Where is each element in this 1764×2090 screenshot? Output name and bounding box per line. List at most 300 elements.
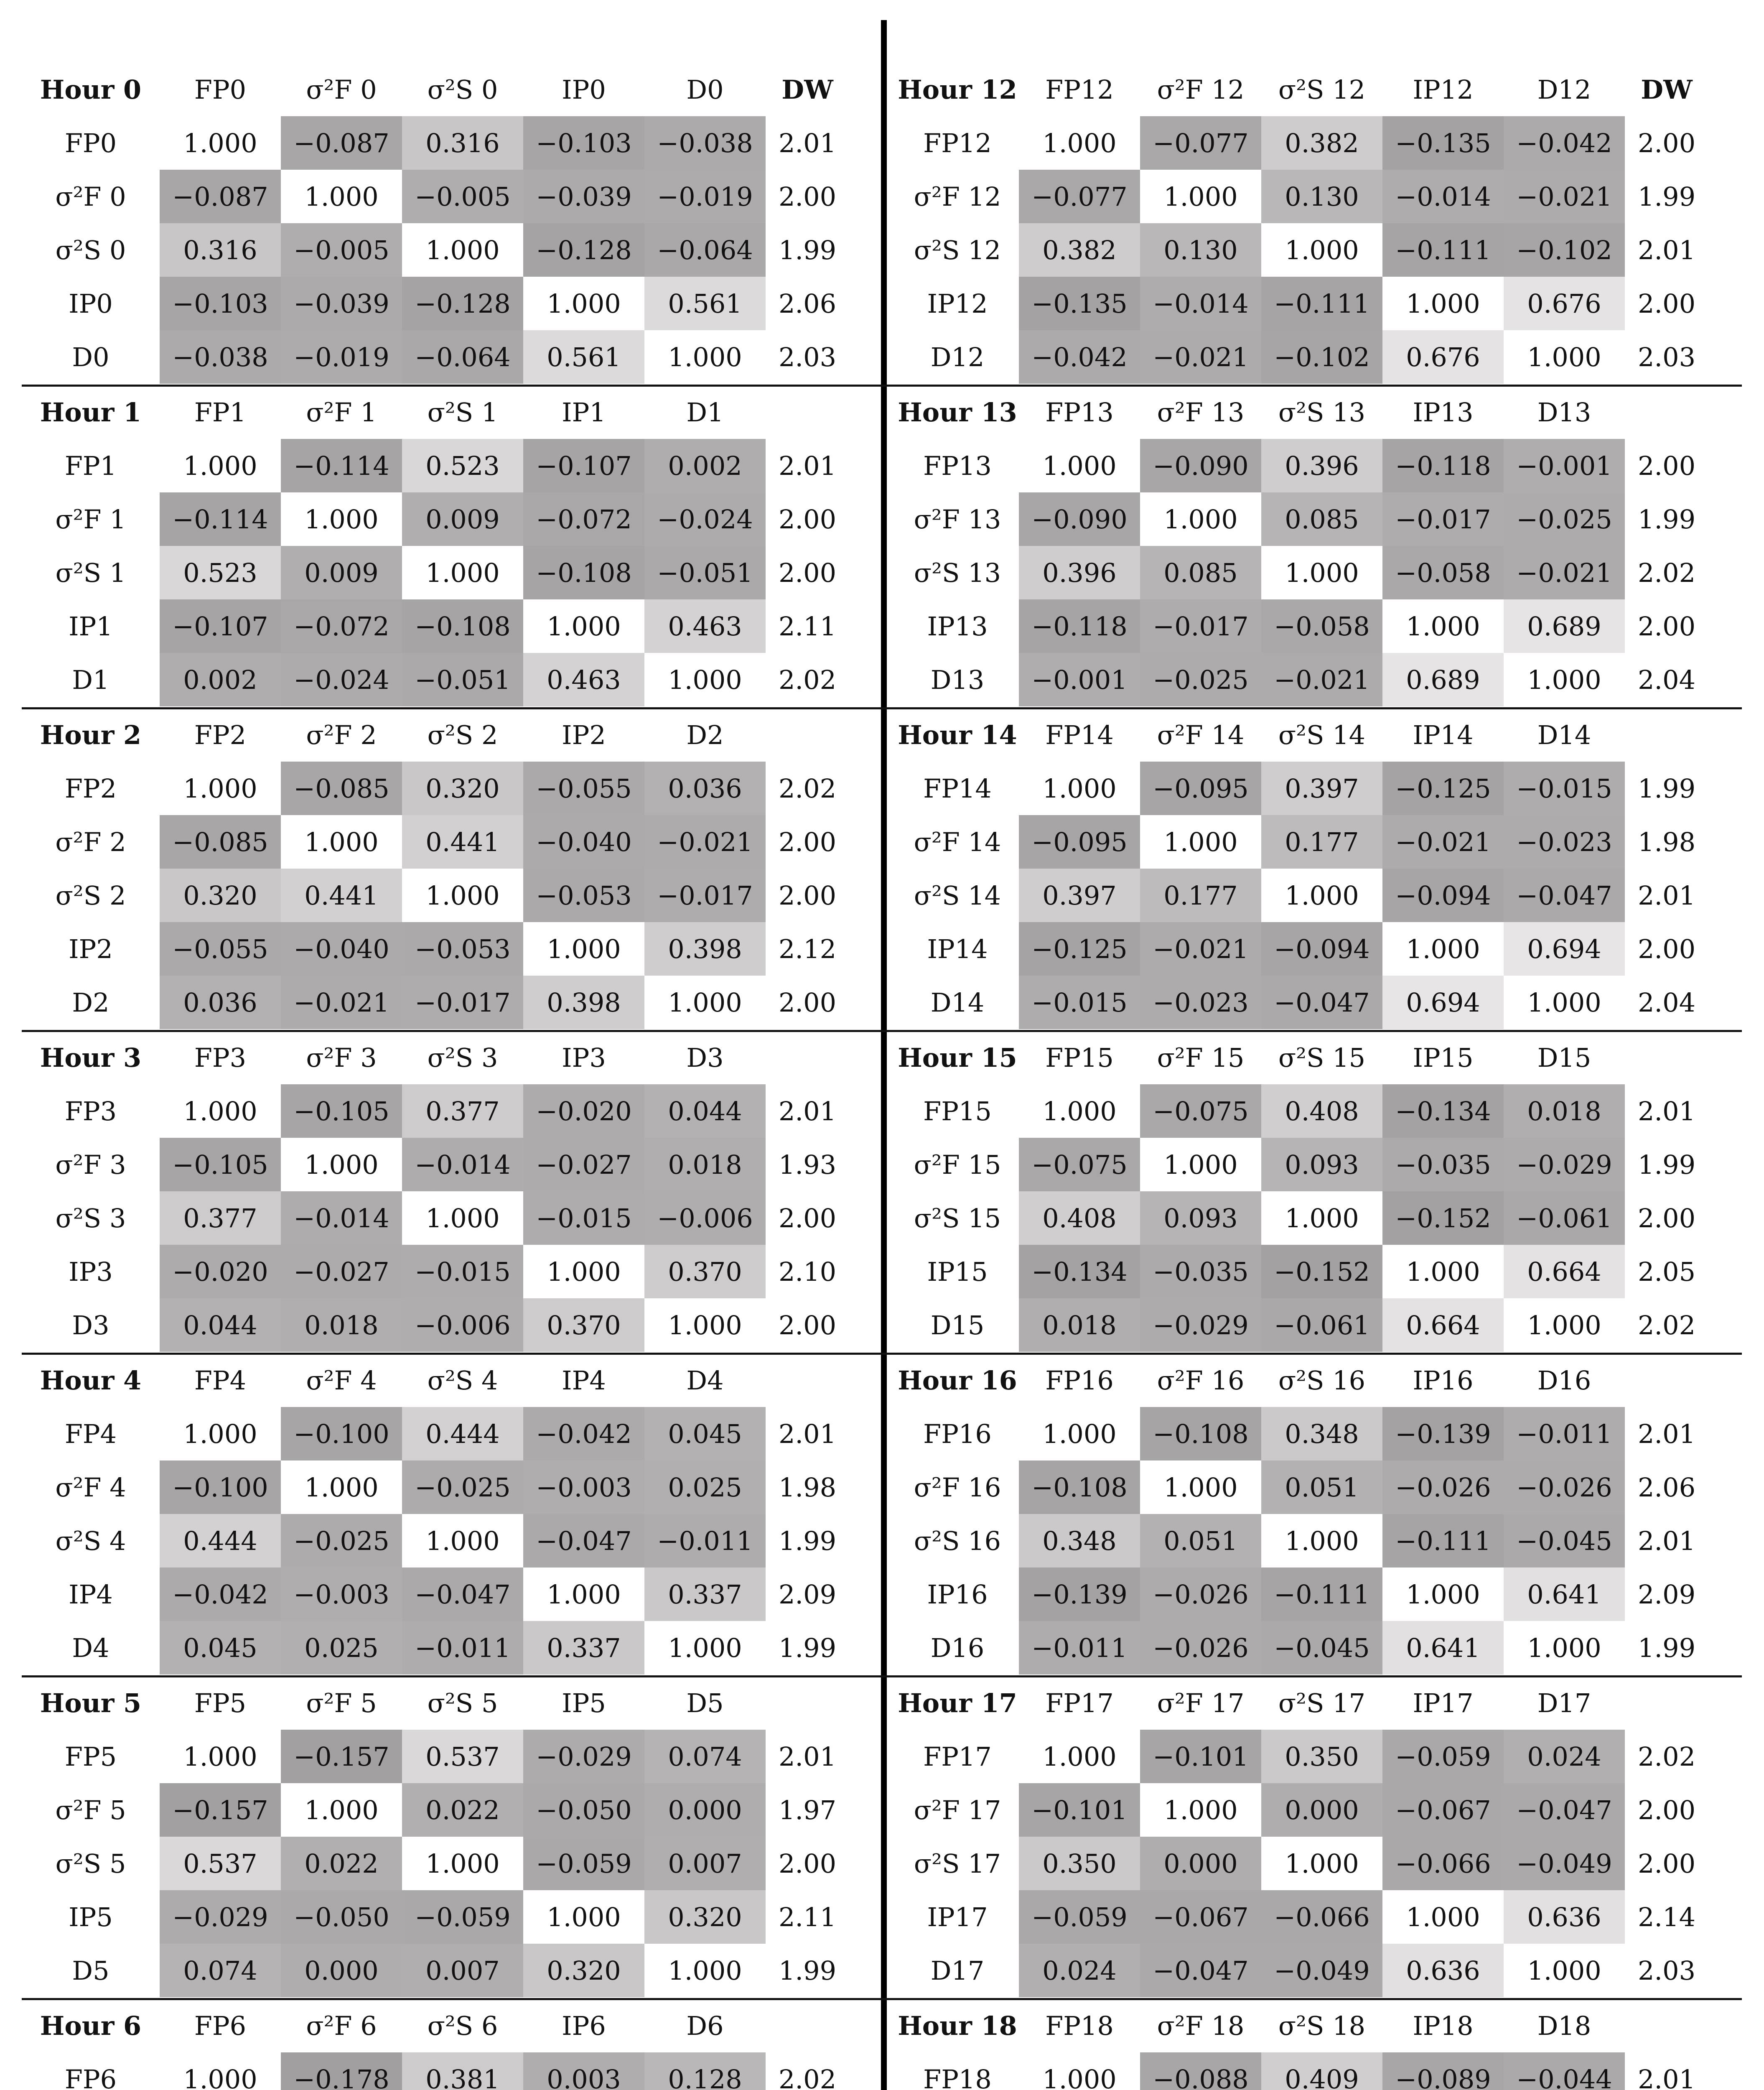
correlation-cell: −0.040: [281, 922, 402, 976]
correlation-cell: 1.000: [1140, 1138, 1261, 1191]
correlation-cell: −0.026: [1140, 1621, 1261, 1675]
correlation-cell: 0.007: [402, 1944, 523, 1997]
correlation-cell: 0.561: [523, 330, 644, 384]
correlation-cell: 0.377: [160, 1191, 281, 1245]
correlation-cell: −0.038: [644, 116, 766, 170]
dw-value: 2.01: [778, 1418, 837, 1449]
correlation-cell: −0.035: [1140, 1245, 1261, 1298]
dw-value: 2.00: [1637, 1848, 1696, 1879]
table-row: [22, 170, 891, 223]
column-header: σ²S 1: [427, 397, 498, 428]
correlation-cell: −0.066: [1382, 1837, 1504, 1890]
dw-value: 2.11: [778, 1901, 837, 1932]
correlation-cell: 1.000: [523, 1568, 644, 1621]
row-label: IP15: [927, 1256, 988, 1287]
hour-block: [22, 1031, 891, 1352]
correlation-cell: −0.023: [1504, 815, 1625, 869]
correlation-cell: 0.463: [644, 599, 766, 653]
correlation-cell: −0.015: [523, 1191, 644, 1245]
correlation-cell: −0.061: [1261, 1298, 1382, 1352]
correlation-cell: 1.000: [1382, 922, 1504, 976]
row-label: D0: [72, 342, 109, 372]
correlation-cell: −0.059: [1382, 1730, 1504, 1783]
correlation-cell: −0.021: [1382, 815, 1504, 869]
correlation-cell: −0.085: [160, 815, 281, 869]
table-row: [22, 1944, 891, 1997]
table-row: [881, 815, 1742, 869]
correlation-cell: −0.111: [1382, 223, 1504, 277]
correlation-cell: 0.441: [281, 869, 402, 922]
column-header: FP4: [194, 1365, 247, 1396]
correlation-cell: −0.114: [160, 492, 281, 546]
correlation-cell: −0.029: [523, 1730, 644, 1783]
correlation-cell: −0.100: [160, 1460, 281, 1514]
block-separator: [881, 1030, 1742, 1032]
column-header: FP2: [194, 719, 247, 750]
hour-block: [881, 708, 1742, 1029]
header-row: [881, 385, 1742, 439]
dw-value: 2.01: [1637, 1525, 1696, 1556]
correlation-cell: −0.094: [1382, 869, 1504, 922]
correlation-cell: 1.000: [1019, 2052, 1140, 2090]
row-label: D5: [72, 1955, 109, 1986]
correlation-cell: 0.694: [1382, 976, 1504, 1029]
hour-title: Hour 17: [898, 1687, 1017, 1718]
row-label: σ²S 13: [914, 557, 1001, 588]
column-header: σ²S 17: [1278, 1687, 1366, 1718]
correlation-cell: −0.102: [1504, 223, 1625, 277]
hour-block: [881, 1353, 1742, 1675]
correlation-cell: −0.017: [1382, 492, 1504, 546]
correlation-cell: 1.000: [1261, 1514, 1382, 1568]
table-row: [881, 277, 1742, 330]
correlation-cell: −0.051: [644, 546, 766, 599]
row-label: IP3: [69, 1256, 113, 1287]
correlation-cell: 1.000: [160, 1084, 281, 1138]
row-label: FP15: [923, 1096, 992, 1127]
hour-title: Hour 12: [898, 74, 1017, 105]
dw-value: 2.00: [1637, 933, 1696, 964]
table-row: [22, 1245, 891, 1298]
table-row: [22, 922, 891, 976]
table-row: [22, 1890, 891, 1944]
correlation-cell: 1.000: [1382, 1245, 1504, 1298]
header-row: [22, 1999, 891, 2052]
table-row: [881, 1407, 1742, 1460]
correlation-cell: −0.139: [1019, 1568, 1140, 1621]
dw-value: 2.01: [778, 127, 837, 158]
left-table-column: [22, 0, 891, 2090]
column-header: D5: [686, 1687, 724, 1718]
table-row: [881, 653, 1742, 706]
correlation-cell: −0.107: [523, 439, 644, 492]
correlation-cell: 0.676: [1504, 277, 1625, 330]
dw-value: 1.99: [1637, 773, 1696, 804]
correlation-cell: −0.045: [1504, 1514, 1625, 1568]
correlation-cell: −0.105: [281, 1084, 402, 1138]
column-header: σ²F 6: [306, 2010, 377, 2041]
column-header: σ²S 5: [427, 1687, 498, 1718]
dw-value: 2.02: [1637, 1741, 1696, 1772]
correlation-cell: 0.177: [1140, 869, 1261, 922]
dw-value: 2.02: [778, 2064, 837, 2090]
correlation-cell: 1.000: [402, 223, 523, 277]
correlation-cell: 0.000: [281, 1944, 402, 1997]
hour-block: [881, 1999, 1742, 2090]
hour-title: Hour 15: [898, 1042, 1017, 1073]
column-header: IP2: [562, 719, 606, 750]
correlation-cell: 0.025: [644, 1460, 766, 1514]
correlation-cell: −0.014: [1140, 277, 1261, 330]
correlation-cell: 0.024: [1504, 1730, 1625, 1783]
row-label: D2: [72, 987, 109, 1018]
correlation-cell: −0.128: [523, 223, 644, 277]
dw-value: 2.00: [1637, 450, 1696, 481]
row-label: σ²S 2: [55, 880, 126, 911]
correlation-cell: 0.085: [1140, 546, 1261, 599]
correlation-cell: −0.108: [1140, 1407, 1261, 1460]
column-header: D6: [686, 2010, 724, 2041]
row-label: σ²F 17: [914, 1794, 1001, 1825]
column-header: FP13: [1045, 397, 1114, 428]
correlation-cell: 1.000: [1261, 546, 1382, 599]
correlation-cell: 0.689: [1504, 599, 1625, 653]
correlation-cell: 0.337: [644, 1568, 766, 1621]
correlation-cell: −0.085: [281, 762, 402, 815]
table-row: [22, 1084, 891, 1138]
table-row: [22, 869, 891, 922]
correlation-cell: −0.072: [523, 492, 644, 546]
table-row: [22, 439, 891, 492]
row-label: FP17: [923, 1741, 992, 1772]
block-separator: [22, 707, 891, 709]
row-label: FP6: [64, 2064, 117, 2090]
correlation-cell: −0.108: [523, 546, 644, 599]
dw-value: 1.99: [1637, 504, 1696, 535]
correlation-cell: 1.000: [1019, 439, 1140, 492]
table-row: [881, 1621, 1742, 1675]
correlation-cell: −0.044: [1504, 2052, 1625, 2090]
column-header: σ²S 16: [1278, 1365, 1366, 1396]
header-row: [22, 708, 891, 762]
column-header: D0: [686, 74, 724, 105]
correlation-cell: 0.377: [402, 1084, 523, 1138]
row-label: FP0: [64, 127, 117, 158]
column-header: FP5: [194, 1687, 247, 1718]
dw-value: 1.99: [778, 1632, 837, 1663]
column-header: σ²S 15: [1278, 1042, 1366, 1073]
hour-title: Hour 5: [40, 1687, 142, 1718]
row-label: D3: [72, 1310, 109, 1341]
correlation-cell: 1.000: [402, 1514, 523, 1568]
table-row: [22, 1138, 891, 1191]
correlation-cell: 0.093: [1261, 1138, 1382, 1191]
correlation-cell: −0.125: [1019, 922, 1140, 976]
dw-value: 2.03: [1637, 1955, 1696, 1986]
table-row: [22, 599, 891, 653]
dw-value: 2.06: [1637, 1472, 1696, 1503]
correlation-cell: −0.077: [1140, 116, 1261, 170]
row-label: D17: [930, 1955, 985, 1986]
column-header: IP15: [1413, 1042, 1474, 1073]
correlation-cell: −0.015: [1019, 976, 1140, 1029]
dw-value: 2.10: [778, 1256, 837, 1287]
row-label: FP14: [923, 773, 992, 804]
table-row: [881, 546, 1742, 599]
correlation-cell: 1.000: [1504, 653, 1625, 706]
correlation-cell: 0.348: [1261, 1407, 1382, 1460]
column-header: σ²S 2: [427, 719, 498, 750]
column-header: IP12: [1413, 74, 1474, 105]
correlation-cell: 0.396: [1261, 439, 1382, 492]
correlation-cell: −0.021: [644, 815, 766, 869]
dw-header: [766, 1999, 849, 2052]
correlation-cell: 0.444: [160, 1514, 281, 1568]
correlation-cell: 1.000: [1382, 277, 1504, 330]
correlation-cell: 0.074: [160, 1944, 281, 1997]
correlation-cell: 1.000: [1140, 1460, 1261, 1514]
table-row: [881, 116, 1742, 170]
correlation-cell: 0.641: [1504, 1568, 1625, 1621]
table-row: [22, 976, 891, 1029]
hour-title: Hour 4: [40, 1365, 142, 1396]
correlation-cell: −0.049: [1261, 1944, 1382, 1997]
row-label: IP12: [927, 288, 988, 319]
correlation-cell: 0.003: [523, 2052, 644, 2090]
correlation-cell: −0.157: [281, 1730, 402, 1783]
correlation-cell: 0.641: [1382, 1621, 1504, 1675]
block-separator: [22, 1030, 891, 1032]
block-separator: [881, 1675, 1742, 1677]
row-label: σ²F 13: [914, 504, 1001, 535]
correlation-cell: −0.003: [523, 1460, 644, 1514]
correlation-cell: −0.011: [644, 1514, 766, 1568]
correlation-cell: −0.067: [1382, 1783, 1504, 1837]
hour-title: Hour 2: [40, 719, 142, 750]
correlation-cell: −0.021: [1140, 922, 1261, 976]
dw-header: [766, 1353, 849, 1407]
correlation-cell: 1.000: [1140, 815, 1261, 869]
correlation-cell: −0.017: [644, 869, 766, 922]
correlation-cell: −0.107: [160, 599, 281, 653]
correlation-cell: 1.000: [1140, 1783, 1261, 1837]
row-label: σ²S 5: [55, 1848, 126, 1879]
correlation-cell: −0.050: [523, 1783, 644, 1837]
correlation-cell: −0.026: [1504, 1460, 1625, 1514]
table-row: [881, 1084, 1742, 1138]
correlation-cell: −0.025: [1504, 492, 1625, 546]
dw-value: 2.01: [1637, 1096, 1696, 1127]
correlation-cell: 0.537: [160, 1837, 281, 1890]
table-row: [881, 599, 1742, 653]
column-header: σ²F 16: [1157, 1365, 1245, 1396]
dw-value: 2.00: [778, 181, 837, 212]
correlation-cell: −0.024: [281, 653, 402, 706]
dw-value: 2.06: [778, 288, 837, 319]
correlation-cell: 0.337: [523, 1621, 644, 1675]
row-label: σ²F 2: [55, 826, 126, 857]
dw-value: 1.99: [778, 234, 837, 265]
correlation-cell: 1.000: [281, 170, 402, 223]
correlation-cell: −0.011: [1504, 1407, 1625, 1460]
hour-title: Hour 3: [40, 1042, 142, 1073]
column-header: D16: [1537, 1365, 1591, 1396]
row-label: σ²S 15: [914, 1203, 1001, 1234]
column-header: FP3: [194, 1042, 247, 1073]
hour-block: [881, 385, 1742, 706]
correlation-cell: 0.045: [160, 1621, 281, 1675]
correlation-cell: −0.026: [1382, 1460, 1504, 1514]
correlation-cell: −0.134: [1382, 1084, 1504, 1138]
header-row: [881, 1353, 1742, 1407]
hour-block: [881, 63, 1742, 384]
table-row: [22, 1730, 891, 1783]
correlation-cell: −0.001: [1019, 653, 1140, 706]
row-label: D13: [930, 664, 985, 695]
correlation-cell: −0.006: [402, 1298, 523, 1352]
correlation-cell: −0.029: [1504, 1138, 1625, 1191]
correlation-cell: 0.664: [1504, 1245, 1625, 1298]
correlation-cell: 1.000: [1504, 1298, 1625, 1352]
correlation-cell: −0.088: [1140, 2052, 1261, 2090]
correlation-cell: −0.077: [1019, 170, 1140, 223]
table-row: [22, 1621, 891, 1675]
column-header: D15: [1537, 1042, 1591, 1073]
column-header: FP6: [194, 2010, 247, 2041]
correlation-cell: −0.019: [281, 330, 402, 384]
correlation-cell: −0.025: [281, 1514, 402, 1568]
dw-header: [766, 1676, 849, 1730]
block-separator: [881, 385, 1742, 387]
column-header: σ²S 6: [427, 2010, 498, 2041]
block-separator: [22, 1675, 891, 1677]
dw-value: 2.00: [1637, 127, 1696, 158]
correlation-cell: −0.135: [1382, 116, 1504, 170]
table-row: [881, 1514, 1742, 1568]
correlation-cell: −0.015: [1504, 762, 1625, 815]
correlation-cell: 0.320: [402, 762, 523, 815]
correlation-cell: −0.111: [1382, 1514, 1504, 1568]
correlation-cell: 0.018: [281, 1298, 402, 1352]
row-label: FP18: [923, 2064, 992, 2090]
column-header: FP17: [1045, 1687, 1114, 1718]
correlation-cell: −0.114: [281, 439, 402, 492]
correlation-cell: −0.021: [281, 976, 402, 1029]
row-label: IP5: [69, 1901, 113, 1932]
correlation-cell: −0.090: [1140, 439, 1261, 492]
row-label: σ²S 14: [914, 880, 1001, 911]
column-header: σ²F 15: [1157, 1042, 1245, 1073]
correlation-cell: 0.051: [1261, 1460, 1382, 1514]
correlation-cell: −0.102: [1261, 330, 1382, 384]
correlation-cell: 1.000: [523, 1890, 644, 1944]
correlation-cell: 0.463: [523, 653, 644, 706]
correlation-cell: 0.561: [644, 277, 766, 330]
row-label: σ²F 0: [55, 181, 126, 212]
correlation-cell: −0.053: [402, 922, 523, 976]
correlation-cell: −0.047: [1504, 869, 1625, 922]
column-header: D18: [1537, 2010, 1591, 2041]
correlation-cell: 0.093: [1140, 1191, 1261, 1245]
table-row: [881, 330, 1742, 384]
column-header: σ²S 0: [427, 74, 498, 105]
dw-value: 2.01: [1637, 1418, 1696, 1449]
correlation-cell: −0.014: [281, 1191, 402, 1245]
correlation-cell: 0.036: [644, 762, 766, 815]
correlation-cell: 0.348: [1019, 1514, 1140, 1568]
correlation-cell: 1.000: [1504, 1621, 1625, 1675]
row-label: σ²F 15: [914, 1149, 1001, 1180]
row-label: σ²S 3: [55, 1203, 126, 1234]
row-label: σ²S 0: [55, 234, 126, 265]
table-row: [881, 439, 1742, 492]
column-header: FP18: [1045, 2010, 1114, 2041]
column-header: σ²F 0: [306, 74, 377, 105]
column-header: σ²S 12: [1278, 74, 1366, 105]
correlation-cell: −0.134: [1019, 1245, 1140, 1298]
row-label: σ²S 16: [914, 1525, 1001, 1556]
correlation-cell: −0.049: [1504, 1837, 1625, 1890]
correlation-cell: 0.018: [1504, 1084, 1625, 1138]
correlation-cell: 0.694: [1504, 922, 1625, 976]
correlation-cell: 0.085: [1261, 492, 1382, 546]
dw-value: 2.02: [778, 664, 837, 695]
correlation-cell: 0.397: [1261, 762, 1382, 815]
column-header: σ²S 13: [1278, 397, 1366, 428]
correlation-cell: 1.000: [1261, 1191, 1382, 1245]
correlation-cell: 1.000: [644, 1621, 766, 1675]
table-row: [22, 1837, 891, 1890]
correlation-cell: −0.042: [1019, 330, 1140, 384]
block-separator: [22, 385, 891, 387]
row-label: D15: [930, 1310, 985, 1341]
correlation-cell: −0.015: [402, 1245, 523, 1298]
correlation-cell: 0.018: [1019, 1298, 1140, 1352]
correlation-cell: −0.024: [644, 492, 766, 546]
header-row: [22, 1353, 891, 1407]
column-header: D17: [1537, 1687, 1591, 1718]
hour-block: [22, 708, 891, 1029]
correlation-cell: −0.072: [281, 599, 402, 653]
correlation-cell: −0.128: [402, 277, 523, 330]
column-header: σ²S 4: [427, 1365, 498, 1396]
row-label: IP17: [927, 1901, 988, 1932]
table-row: [22, 1514, 891, 1568]
correlation-cell: −0.178: [281, 2052, 402, 2090]
correlation-cell: 1.000: [402, 1837, 523, 1890]
correlation-cell: −0.059: [1019, 1890, 1140, 1944]
header-row: [22, 63, 891, 116]
dw-value: 1.99: [1637, 181, 1696, 212]
correlation-cell: −0.100: [281, 1407, 402, 1460]
header-row: [881, 708, 1742, 762]
correlation-cell: 0.320: [160, 869, 281, 922]
header-row: [22, 1676, 891, 1730]
dw-value: 2.00: [1637, 1203, 1696, 1234]
correlation-cell: 0.370: [644, 1245, 766, 1298]
correlation-cell: 0.381: [402, 2052, 523, 2090]
hour-block: [22, 1676, 891, 1997]
column-header: D2: [686, 719, 724, 750]
correlation-cell: 0.025: [281, 1621, 402, 1675]
correlation-cell: −0.095: [1140, 762, 1261, 815]
table-row: [881, 1837, 1742, 1890]
correlation-cell: −0.001: [1504, 439, 1625, 492]
table-row: [881, 976, 1742, 1029]
column-header: σ²S 14: [1278, 719, 1366, 750]
correlation-cell: 1.000: [523, 599, 644, 653]
column-header: D3: [686, 1042, 724, 1073]
